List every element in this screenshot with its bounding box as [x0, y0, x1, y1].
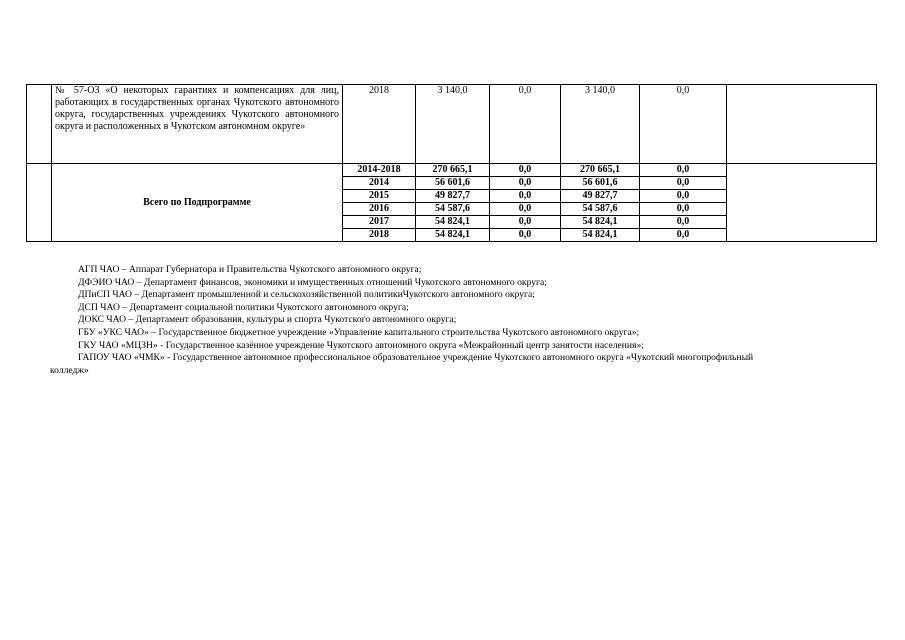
abbreviation-note: ДСП ЧАО – Департамент социальной политики Чукотского автономного округа;: [78, 301, 409, 313]
totals-federal: 0,0: [490, 229, 561, 242]
totals-other: 0,0: [640, 164, 727, 177]
abbreviation-note: ГБУ «УКС ЧАО» – Государственное бюджетное учреждение «Управление капитального строительства Чукотского автономного округа»;: [78, 326, 640, 338]
totals-regional: 54 824,1: [561, 229, 640, 242]
totals-other: 0,0: [640, 177, 727, 190]
totals-total: 54 824,1: [416, 229, 490, 242]
totals-year: 2018: [343, 229, 416, 242]
program-year: 2018: [343, 85, 416, 164]
abbreviations-notes: [50, 264, 860, 377]
program-federal: 0,0: [490, 85, 561, 164]
totals-row: [27, 164, 877, 177]
totals-regional: 270 665,1: [561, 164, 640, 177]
totals-year: 2015: [343, 190, 416, 203]
totals-regional: 56 601,6: [561, 177, 640, 190]
abbreviation-note: ГКУ ЧАО «МЦЗН» - Государственное казённое учреждение Чукотского автономного округа «Межрайонный центр занятости населения»;: [78, 339, 644, 351]
abbreviation-note: ДФЭИО ЧАО – Департамент финансов, экономики и имущественных отношений Чукотского автономного округа;: [78, 276, 547, 288]
totals-federal: 0,0: [490, 190, 561, 203]
totals-year: 2016: [343, 203, 416, 216]
program-regional: 3 140,0: [561, 85, 640, 164]
program-other: 0,0: [640, 85, 727, 164]
abbreviation-note: ДПиСП ЧАО – Департамент промышленной и сельскохозяйственной политикиЧукотского автономного округа;: [78, 289, 535, 301]
abbreviation-note-gapou: ГАПОУ ЧАО «ЧМК» - Государственное автономное профессиональное образовательное учреждение Чукотского автономного округа «Чукотский многопрофильный: [78, 352, 754, 364]
totals-other: 0,0: [640, 190, 727, 203]
row-number-cell: [27, 85, 52, 164]
executor-cell: [727, 85, 877, 164]
totals-regional: 49 827,7: [561, 190, 640, 203]
totals-year: 2014: [343, 177, 416, 190]
totals-total: 54 587,6: [416, 203, 490, 216]
program-total: 3 140,0: [416, 85, 490, 164]
totals-total: 56 601,6: [416, 177, 490, 190]
totals-other: 0,0: [640, 203, 727, 216]
abbreviation-note-gapou-continued: колледж»: [50, 364, 89, 376]
totals-other: 0,0: [640, 229, 727, 242]
totals-year: 2014-2018: [343, 164, 416, 177]
program-row: [27, 85, 877, 164]
totals-year: 2017: [343, 216, 416, 229]
totals-federal: 0,0: [490, 203, 561, 216]
totals-number-cell: [27, 164, 52, 242]
totals-federal: 0,0: [490, 164, 561, 177]
financing-table: [26, 84, 877, 242]
program-description: № 57-ОЗ «О некоторых гарантиях и компенсациях для лиц, работающих в государственных органах Чукотского автономного округа, государственных учреждениях Чукотского автономного округа и расположенных в Чукотском автономном округе»: [52, 85, 343, 164]
totals-label: Всего по Подпрограмме: [52, 164, 343, 242]
totals-total: 49 827,7: [416, 190, 490, 203]
totals-federal: 0,0: [490, 216, 561, 229]
totals-other: 0,0: [640, 216, 727, 229]
totals-regional: 54 587,6: [561, 203, 640, 216]
abbreviation-note: АГП ЧАО – Аппарат Губернатора и Правительства Чукотского автономного округа;: [78, 264, 422, 275]
totals-total: 54 824,1: [416, 216, 490, 229]
totals-executor-cell: [727, 164, 877, 242]
totals-federal: 0,0: [490, 177, 561, 190]
abbreviation-note: ДОКС ЧАО – Департамент образования, культуры и спорта Чукотского автономного округа;: [78, 314, 457, 326]
totals-regional: 54 824,1: [561, 216, 640, 229]
totals-total: 270 665,1: [416, 164, 490, 177]
